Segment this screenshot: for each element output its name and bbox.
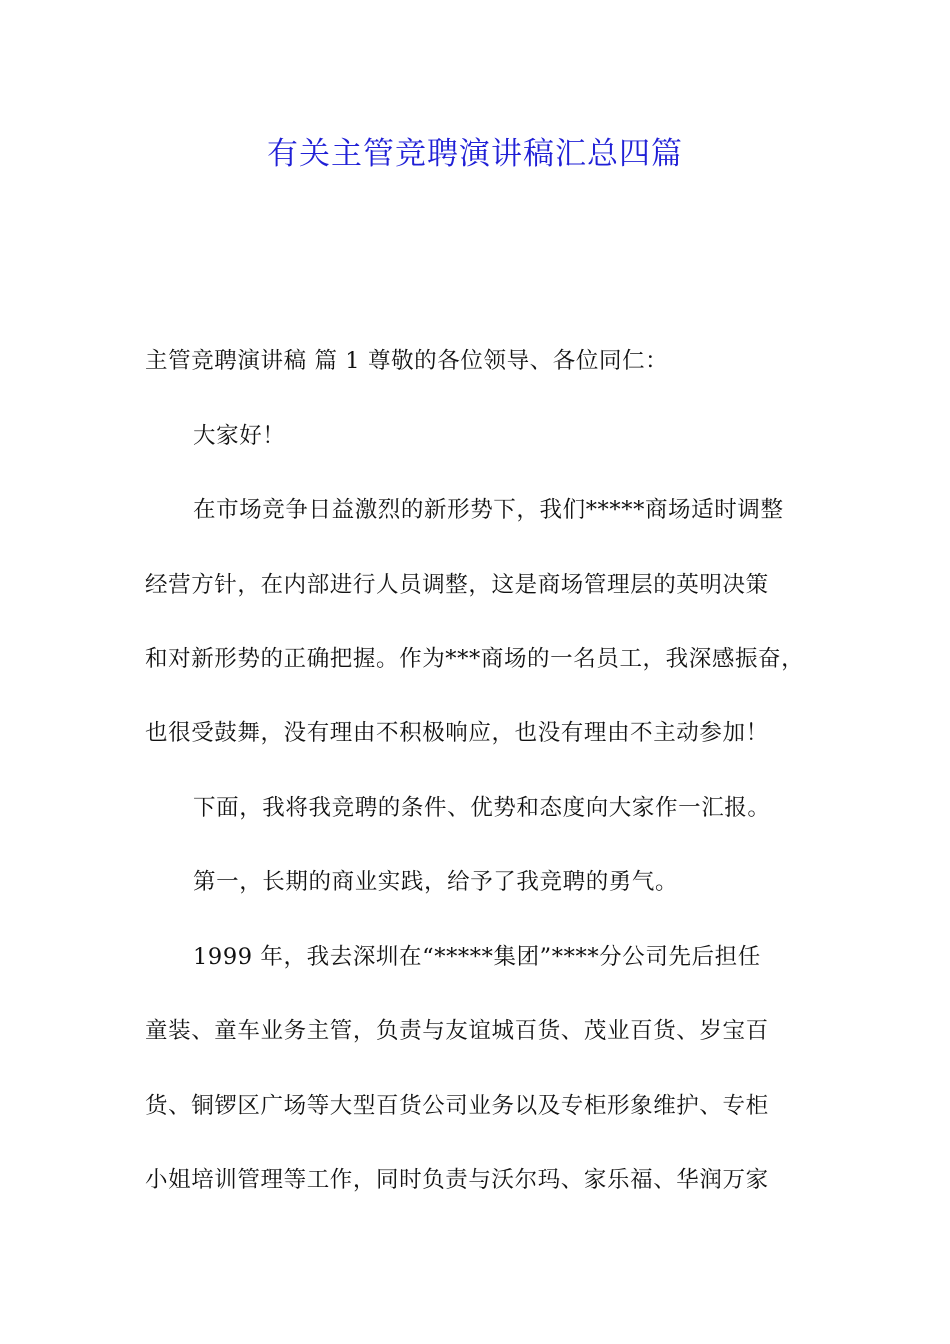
paragraph-line: 第一，长期的商业实践，给予了我竞聘的勇气。	[193, 869, 679, 895]
paragraph-line: 1999 年，我去深圳在“*****集团”****分公司先后担任	[193, 944, 761, 970]
paragraph-line: 经营方针，在内部进行人员调整，这是商场管理层的英明决策	[145, 572, 769, 598]
document-title: 有关主管竞聘演讲稿汇总四篇	[267, 136, 683, 172]
paragraph-line: 下面，我将我竞聘的条件、优势和态度向大家作一汇报。	[193, 795, 771, 821]
paragraph-line: 童装、童车业务主管，负责与友谊城百货、茂业百货、岁宝百	[145, 1018, 769, 1044]
paragraph-line: 小姐培训管理等工作，同时负责与沃尔玛、家乐福、华润万家	[145, 1167, 769, 1193]
paragraph-line: 也很受鼓舞，没有理由不积极响应，也没有理由不主动参加！	[145, 720, 769, 746]
paragraph-line-greeting: 大家好！	[193, 423, 286, 449]
paragraph-line-heading: 主管竞聘演讲稿 篇 1 尊敬的各位领导、各位同仁：	[145, 348, 669, 374]
paragraph-line: 在市场竞争日益激烈的新形势下，我们*****商场适时调整	[193, 497, 784, 523]
paragraph-line: 货、铜锣区广场等大型百货公司业务以及专柜形象维护、专柜	[145, 1093, 769, 1119]
paragraph-line: 和对新形势的正确把握。作为***商场的一名员工，我深感振奋，	[145, 646, 805, 672]
